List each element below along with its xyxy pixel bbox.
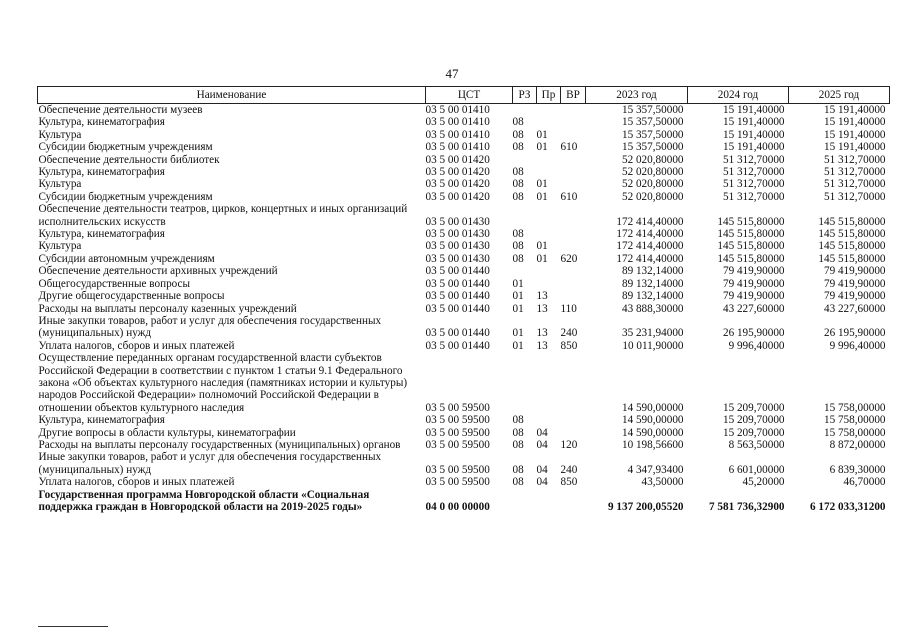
cell-2024: 15 191,40000 bbox=[722, 104, 785, 116]
table-row bbox=[38, 116, 890, 128]
cell-name: Культура bbox=[38, 128, 82, 141]
cell-vr bbox=[561, 427, 586, 439]
cell-vr: 240 bbox=[560, 327, 578, 340]
cell-2023: 52 020,80000 bbox=[621, 178, 684, 191]
table-row bbox=[38, 203, 890, 228]
cell-name: Культура, кинематография bbox=[38, 228, 165, 241]
cell-rz: 08 bbox=[512, 414, 524, 427]
cell-pr: 13 bbox=[536, 290, 548, 303]
cell-rz: 01 bbox=[512, 339, 524, 352]
table-row bbox=[38, 104, 890, 117]
cell-vr: 120 bbox=[560, 438, 578, 451]
cell-vr bbox=[561, 104, 586, 117]
cell-2023: 52 020,80000 bbox=[621, 166, 684, 179]
cell-name: Осуществление переданных органам государственной власти субъектов Российской Федерации в соответствии с пунктом 1 статьи 9.1 Федерального закона «Об объектах культурного наследия (памятниках истории и культуры) народов Российской Федерации» полномочий Российской Федерации в отношении объектов культурного наследия bbox=[38, 352, 408, 414]
cell-vr: 240 bbox=[560, 463, 578, 476]
table-row bbox=[38, 489, 890, 514]
cell-name: Культура, кинематография bbox=[38, 116, 165, 129]
table-row bbox=[38, 352, 890, 414]
cell-2024: 51 312,70000 bbox=[722, 153, 785, 166]
cell-2023: 89 132,14000 bbox=[621, 290, 684, 303]
cell-pr bbox=[537, 278, 561, 290]
cell-2024: 15 191,40000 bbox=[722, 116, 785, 129]
cell-2025: 6 839,30000 bbox=[829, 463, 886, 476]
cell-2024: 43 227,60000 bbox=[722, 302, 785, 315]
cell-cst: 03 5 00 01430 bbox=[425, 252, 490, 265]
budget-table-container bbox=[37, 86, 889, 513]
cell-cst: 03 5 00 01410 bbox=[425, 116, 490, 129]
cell-rz: 08 bbox=[512, 426, 524, 439]
cell-rz bbox=[513, 265, 537, 277]
table-body bbox=[38, 104, 890, 514]
cell-rz: 08 bbox=[512, 476, 524, 489]
cell-name: Субсидии бюджетным учреждениям bbox=[38, 190, 213, 203]
cell-2023: 14 590,00000 bbox=[621, 414, 684, 427]
cell-cst: 03 5 00 01420 bbox=[425, 190, 490, 203]
cell-2025: 79 419,90000 bbox=[823, 290, 886, 303]
cell-2024: 15 191,40000 bbox=[722, 141, 785, 154]
table-row bbox=[38, 427, 890, 439]
cell-rz: 08 bbox=[512, 463, 524, 476]
table-row bbox=[38, 290, 890, 302]
cell-name: Субсидии автономным учреждениям bbox=[38, 252, 215, 265]
cell-pr: 04 bbox=[536, 463, 548, 476]
cell-pr: 01 bbox=[536, 240, 548, 253]
cell-rz: 08 bbox=[512, 178, 524, 191]
cell-vr bbox=[561, 240, 586, 252]
cell-pr: 04 bbox=[536, 476, 548, 489]
cell-2024: 79 419,90000 bbox=[722, 290, 785, 303]
cell-2025: 46,70000 bbox=[843, 476, 886, 489]
cell-2023: 43 888,30000 bbox=[621, 302, 684, 315]
cell-rz: 08 bbox=[512, 141, 524, 154]
cell-name: Уплата налогов, сборов и иных платежей bbox=[38, 339, 235, 352]
cell-2023: 89 132,14000 bbox=[621, 265, 684, 278]
cell-2023: 10 198,56600 bbox=[621, 438, 684, 451]
cell-cst: 03 5 00 01440 bbox=[425, 339, 490, 352]
cell-2023: 15 357,50000 bbox=[621, 104, 684, 116]
cell-name: Культура, кинематография bbox=[38, 166, 165, 179]
cell-name: Субсидии бюджетным учреждениям bbox=[38, 141, 213, 154]
cell-cst: 03 5 00 01410 bbox=[425, 141, 490, 154]
cell-rz: 08 bbox=[512, 438, 524, 451]
cell-2024: 15 209,70000 bbox=[722, 401, 785, 414]
cell-2024: 51 312,70000 bbox=[722, 166, 785, 179]
cell-2024: 45,20000 bbox=[742, 476, 785, 489]
cell-rz: 01 bbox=[512, 290, 524, 303]
cell-2024: 145 515,80000 bbox=[717, 215, 785, 228]
header-rz: РЗ bbox=[513, 87, 537, 104]
cell-pr bbox=[537, 489, 561, 514]
cell-pr: 01 bbox=[536, 252, 548, 265]
cell-cst: 03 5 00 01410 bbox=[425, 128, 490, 141]
cell-name: Культура bbox=[38, 178, 82, 191]
table-row bbox=[38, 439, 890, 451]
cell-name: Иные закупки товаров, работ и услуг для обеспечения государственных (муниципальных) нужд bbox=[38, 314, 382, 340]
cell-vr bbox=[561, 178, 586, 190]
cell-2023: 14 590,00000 bbox=[621, 401, 684, 414]
header-name: Наименование bbox=[38, 87, 426, 104]
cell-2024: 51 312,70000 bbox=[722, 190, 785, 203]
cell-2023: 52 020,80000 bbox=[621, 153, 684, 166]
cell-pr bbox=[537, 203, 561, 228]
cell-rz: 08 bbox=[512, 252, 524, 265]
table-row bbox=[38, 191, 890, 203]
table-row bbox=[38, 228, 890, 240]
cell-vr bbox=[561, 290, 586, 302]
cell-pr bbox=[537, 166, 561, 178]
cell-cst: 03 5 00 01410 bbox=[425, 104, 490, 116]
cell-rz: 01 bbox=[512, 327, 524, 340]
cell-rz: 01 bbox=[512, 277, 524, 290]
cell-vr bbox=[561, 166, 586, 178]
cell-cst: 03 5 00 59500 bbox=[425, 463, 490, 476]
cell-rz bbox=[513, 203, 537, 228]
cell-2025: 51 312,70000 bbox=[823, 190, 886, 203]
cell-2023: 43,50000 bbox=[641, 476, 684, 489]
cell-rz: 08 bbox=[512, 228, 524, 241]
cell-2023: 4 347,93400 bbox=[627, 463, 684, 476]
cell-pr bbox=[537, 116, 561, 128]
cell-2023: 172 414,40000 bbox=[616, 228, 684, 241]
cell-cst: 03 5 00 01440 bbox=[425, 327, 490, 340]
cell-2024: 79 419,90000 bbox=[722, 277, 785, 290]
cell-cst: 03 5 00 59500 bbox=[425, 401, 490, 414]
cell-cst: 03 5 00 59500 bbox=[425, 438, 490, 451]
cell-vr bbox=[561, 228, 586, 240]
cell-cst: 03 5 00 01430 bbox=[425, 228, 490, 241]
cell-pr bbox=[537, 265, 561, 277]
cell-2025: 6 172 033,31200 bbox=[809, 501, 886, 513]
cell-rz bbox=[513, 489, 537, 514]
cell-2023: 15 357,50000 bbox=[621, 128, 684, 141]
table-row bbox=[38, 278, 890, 290]
cell-rz bbox=[513, 352, 537, 414]
cell-2024: 9 996,40000 bbox=[728, 339, 785, 352]
table-header bbox=[38, 87, 890, 104]
header-2025: 2025 год bbox=[789, 87, 890, 104]
cell-2024: 145 515,80000 bbox=[717, 252, 785, 265]
cell-2025: 26 195,90000 bbox=[823, 327, 886, 340]
cell-2024: 15 191,40000 bbox=[722, 128, 785, 141]
cell-rz: 08 bbox=[512, 116, 524, 129]
cell-pr: 01 bbox=[536, 128, 548, 141]
table-row bbox=[38, 154, 890, 166]
cell-rz: 08 bbox=[512, 240, 524, 253]
cell-pr: 04 bbox=[536, 438, 548, 451]
cell-2025: 79 419,90000 bbox=[823, 265, 886, 278]
cell-2024: 15 209,70000 bbox=[722, 414, 785, 427]
table-row bbox=[38, 303, 890, 315]
cell-2024: 7 581 736,32900 bbox=[708, 501, 785, 513]
cell-2025: 15 191,40000 bbox=[823, 128, 886, 141]
cell-2024: 6 601,00000 bbox=[728, 463, 785, 476]
footnote-divider bbox=[38, 626, 108, 627]
cell-vr bbox=[561, 129, 586, 141]
cell-pr: 13 bbox=[536, 302, 548, 315]
cell-2025: 145 515,80000 bbox=[818, 252, 886, 265]
cell-2023: 172 414,40000 bbox=[616, 215, 684, 228]
cell-name: Культура bbox=[38, 240, 82, 253]
cell-name: Обеспечение деятельности театров, цирков, концертных и иных организаций исполнительских искусств bbox=[38, 203, 408, 228]
cell-pr: 13 bbox=[536, 339, 548, 352]
header-2023: 2023 год bbox=[586, 87, 688, 104]
cell-2024: 26 195,90000 bbox=[722, 327, 785, 340]
cell-2023: 14 590,00000 bbox=[621, 426, 684, 439]
cell-vr: 850 bbox=[560, 339, 578, 352]
cell-vr: 610 bbox=[560, 141, 578, 154]
header-cst: ЦСТ bbox=[426, 87, 513, 104]
cell-2023: 35 231,94000 bbox=[621, 327, 684, 340]
cell-2023: 15 357,50000 bbox=[621, 141, 684, 154]
cell-rz: 08 bbox=[512, 128, 524, 141]
cell-2025: 15 758,00000 bbox=[823, 401, 886, 414]
cell-vr bbox=[561, 278, 586, 290]
cell-2023: 172 414,40000 bbox=[616, 252, 684, 265]
cell-pr: 01 bbox=[536, 190, 548, 203]
cell-2025: 145 515,80000 bbox=[818, 240, 886, 253]
table-row bbox=[38, 253, 890, 265]
cell-2023: 52 020,80000 bbox=[621, 190, 684, 203]
cell-2023: 10 011,90000 bbox=[622, 339, 684, 352]
cell-pr bbox=[537, 154, 561, 166]
header-row bbox=[38, 87, 890, 104]
cell-vr bbox=[561, 154, 586, 166]
cell-name: Культура, кинематография bbox=[38, 414, 165, 427]
cell-pr: 01 bbox=[536, 141, 548, 154]
table-row bbox=[38, 166, 890, 178]
cell-2024: 8 563,50000 bbox=[728, 438, 785, 451]
cell-name: Общегосударственные вопросы bbox=[38, 277, 191, 290]
table-row bbox=[38, 141, 890, 153]
cell-name: Обеспечение деятельности архивных учреждений bbox=[38, 265, 278, 278]
cell-cst: 03 5 00 59500 bbox=[425, 476, 490, 489]
cell-vr bbox=[561, 414, 586, 426]
cell-2023: 15 357,50000 bbox=[621, 116, 684, 129]
cell-cst: 03 5 00 01420 bbox=[425, 178, 490, 191]
cell-vr bbox=[561, 489, 586, 514]
cell-cst: 03 5 00 01430 bbox=[425, 240, 490, 253]
cell-cst: 03 5 00 01420 bbox=[425, 153, 490, 166]
cell-2024: 145 515,80000 bbox=[717, 240, 785, 253]
cell-name: Уплата налогов, сборов и иных платежей bbox=[38, 476, 235, 489]
cell-pr: 04 bbox=[536, 426, 548, 439]
cell-pr bbox=[537, 104, 561, 117]
cell-2024: 79 419,90000 bbox=[722, 265, 785, 278]
cell-vr bbox=[561, 203, 586, 228]
cell-vr: 110 bbox=[560, 302, 577, 315]
cell-2023: 172 414,40000 bbox=[616, 240, 684, 253]
cell-vr: 610 bbox=[560, 190, 578, 203]
cell-2025: 15 758,00000 bbox=[823, 426, 886, 439]
cell-2024: 51 312,70000 bbox=[722, 178, 785, 191]
table-row bbox=[38, 265, 890, 277]
cell-cst: 03 5 00 01440 bbox=[425, 277, 490, 290]
cell-vr bbox=[561, 352, 586, 414]
cell-2025: 145 515,80000 bbox=[818, 215, 886, 228]
cell-name: Другие общегосударственные вопросы bbox=[38, 290, 225, 303]
cell-2024: 15 209,70000 bbox=[722, 426, 785, 439]
table-row bbox=[38, 315, 890, 340]
cell-vr: 620 bbox=[560, 252, 578, 265]
cell-2025: 15 191,40000 bbox=[823, 116, 886, 129]
cell-name: Другие вопросы в области культуры, кинематографии bbox=[38, 426, 296, 439]
cell-2025: 43 227,60000 bbox=[823, 302, 886, 315]
cell-cst: 03 5 00 59500 bbox=[425, 426, 490, 439]
cell-name: Расходы на выплаты персоналу государственных (муниципальных) органов bbox=[38, 438, 401, 451]
table-row bbox=[38, 340, 890, 352]
cell-rz bbox=[513, 154, 537, 166]
cell-pr bbox=[537, 414, 561, 426]
cell-cst: 03 5 00 01420 bbox=[425, 166, 490, 179]
header-pr: Пр bbox=[537, 87, 561, 104]
header-vr: ВР bbox=[561, 87, 586, 104]
cell-2025: 79 419,90000 bbox=[823, 277, 886, 290]
cell-name: Расходы на выплаты персоналу казенных учреждений bbox=[38, 302, 297, 315]
cell-vr bbox=[561, 116, 586, 128]
cell-2025: 15 191,40000 bbox=[823, 141, 886, 154]
cell-cst: 03 5 00 01440 bbox=[425, 302, 490, 315]
table-row bbox=[38, 240, 890, 252]
budget-table bbox=[37, 86, 890, 513]
cell-name: Обеспечение деятельности библиотек bbox=[38, 153, 220, 166]
cell-name: Государственная программа Новгородской области «Социальная поддержка граждан в Новгородской области на 2019-2025 годы» bbox=[38, 488, 370, 513]
cell-rz: 01 bbox=[512, 302, 524, 315]
cell-vr bbox=[561, 265, 586, 277]
cell-name: Обеспечение деятельности музеев bbox=[38, 104, 203, 116]
page-number: 47 bbox=[445, 66, 459, 81]
cell-2025: 8 872,00000 bbox=[829, 438, 886, 451]
cell-vr: 850 bbox=[560, 476, 578, 489]
cell-rz bbox=[513, 104, 537, 117]
cell-2023: 9 137 200,05520 bbox=[607, 501, 684, 513]
cell-2025: 145 515,80000 bbox=[818, 228, 886, 241]
cell-pr bbox=[537, 228, 561, 240]
cell-2025: 15 758,00000 bbox=[823, 414, 886, 427]
cell-cst: 03 5 00 01440 bbox=[425, 265, 490, 278]
header-2024: 2024 год bbox=[688, 87, 789, 104]
cell-2024: 145 515,80000 bbox=[717, 228, 785, 241]
cell-2025: 15 191,40000 bbox=[823, 104, 886, 116]
cell-cst: 03 5 00 01430 bbox=[425, 215, 490, 228]
cell-2025: 51 312,70000 bbox=[823, 153, 886, 166]
cell-rz: 08 bbox=[512, 166, 524, 179]
cell-pr: 01 bbox=[536, 178, 548, 191]
cell-2025: 51 312,70000 bbox=[823, 166, 886, 179]
cell-cst: 03 5 00 59500 bbox=[425, 414, 490, 427]
cell-2023: 89 132,14000 bbox=[621, 277, 684, 290]
cell-2025: 51 312,70000 bbox=[823, 178, 886, 191]
cell-cst: 04 0 00 00000 bbox=[425, 501, 490, 513]
table-row bbox=[38, 129, 890, 141]
table-row bbox=[38, 414, 890, 426]
cell-pr: 13 bbox=[536, 327, 548, 340]
table-row bbox=[38, 451, 890, 476]
table-row bbox=[38, 476, 890, 488]
cell-name: Иные закупки товаров, работ и услуг для обеспечения государственных (муниципальных) нужд bbox=[38, 451, 382, 476]
cell-2025: 9 996,40000 bbox=[829, 339, 886, 352]
cell-pr bbox=[537, 352, 561, 414]
cell-cst: 03 5 00 01440 bbox=[425, 290, 490, 303]
cell-rz: 08 bbox=[512, 190, 524, 203]
table-row bbox=[38, 178, 890, 190]
